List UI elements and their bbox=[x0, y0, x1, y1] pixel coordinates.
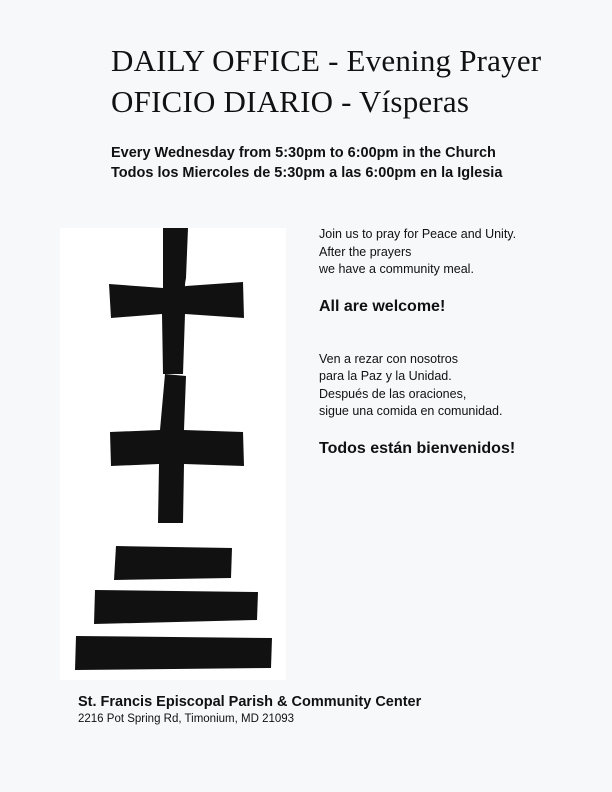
invitation-en-line: After the prayers bbox=[319, 244, 412, 259]
invitation-es-line: sigue una comida en comunidad. bbox=[319, 404, 503, 418]
welcome-english: All are welcome! bbox=[319, 297, 446, 315]
schedule-english: Every Wednesday from 5:30pm to 6:00pm in the Church bbox=[111, 145, 496, 161]
invitation-es-line: Ven a rezar con nosotros bbox=[319, 351, 458, 366]
title-english: DAILY OFFICE - Evening Prayer bbox=[111, 43, 542, 78]
invitation-spanish bbox=[319, 351, 589, 421]
welcome-spanish: Todos están bienvenidos! bbox=[319, 439, 516, 457]
title-spanish: OFICIO DIARIO - Vísperas bbox=[111, 84, 470, 119]
parish-name: St. Francis Episcopal Parish & Community Center bbox=[78, 694, 422, 710]
schedule bbox=[111, 143, 502, 183]
invitation-text bbox=[319, 226, 589, 459]
invitation-en-line: Join us to pray for Peace and Unity. bbox=[319, 227, 517, 241]
parish-address: 2216 Pot Spring Rd, Timonium, MD 21093 bbox=[78, 713, 295, 725]
invitation-en-line: we have a community meal. bbox=[319, 262, 474, 276]
double-cross-with-steps-icon bbox=[60, 228, 286, 680]
invitation-english bbox=[319, 226, 589, 279]
invitation-es-line: Después de las oraciones, bbox=[319, 386, 467, 401]
invitation-es-line: para la Paz y la Unidad. bbox=[319, 369, 452, 383]
page-title bbox=[111, 40, 541, 122]
schedule-spanish: Todos los Miercoles de 5:30pm a las 6:00pm en la Iglesia bbox=[111, 165, 503, 181]
footer bbox=[78, 693, 421, 727]
